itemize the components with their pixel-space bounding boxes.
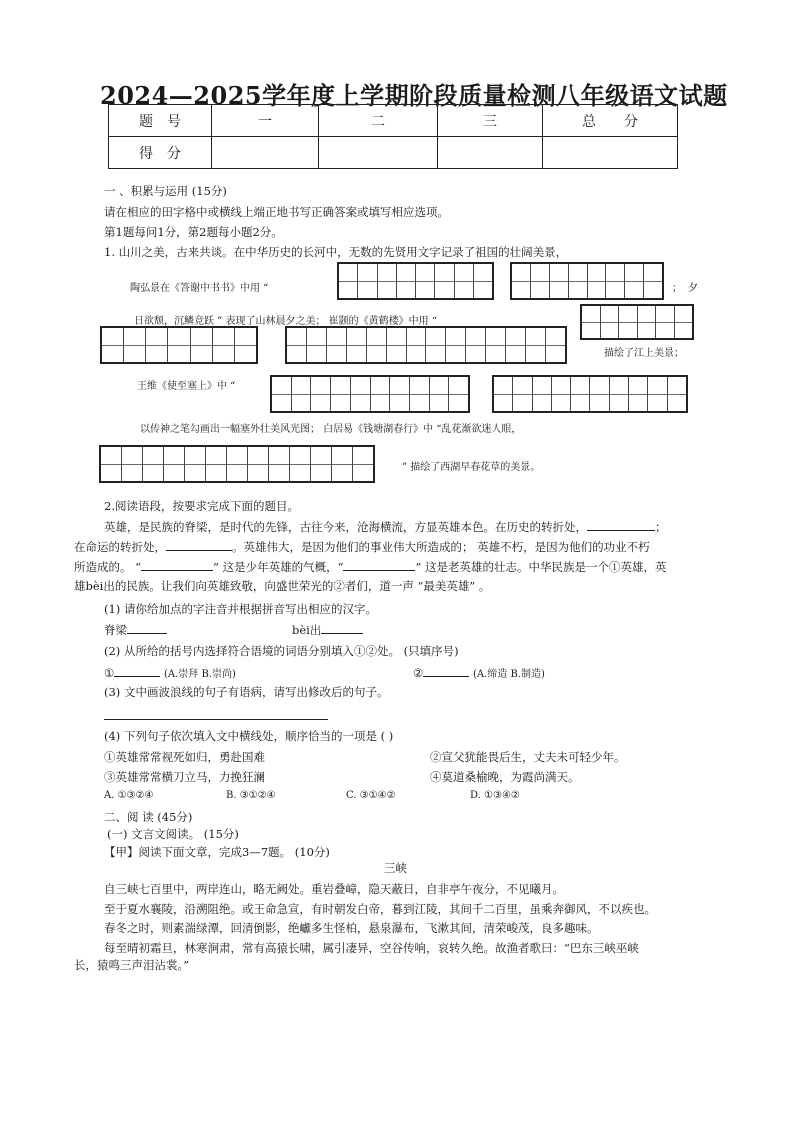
passage-paragraph: 长，猿鸣三声泪沾裳。” <box>74 958 190 972</box>
page-title: 2024—2025学年度上学期阶段质量检测八年级语文试题 <box>100 81 728 110</box>
answer-label-beichu: bèi出 <box>292 623 322 637</box>
answer-blank-1[interactable] <box>114 664 160 677</box>
table-header-cell: 三 <box>438 105 543 137</box>
q2-sub-1-answers <box>104 621 167 638</box>
answer-blank-2[interactable] <box>423 664 469 677</box>
passage-paragraph: 自三峡七百里中，两岸连山，略无阙处。重岩叠嶂，隐天蔽日，自非亭午夜分，不见曦月。 <box>104 882 564 896</box>
option-3: ③英雄常常横刀立马，力挽狂澜 <box>104 770 265 784</box>
q2-p1-end: ； <box>655 520 667 534</box>
q1-text-d: 王维《使至塞上》中 “ <box>137 381 236 392</box>
score-cell-2[interactable] <box>319 137 438 169</box>
answer-blank-jiliang[interactable] <box>127 621 167 634</box>
score-table <box>108 104 678 169</box>
writing-grid-1[interactable] <box>337 262 494 300</box>
option-4: ④莫道桑榆晚，为霞尚满天。 <box>430 770 580 784</box>
q2-sub-2-answer-a <box>104 664 236 680</box>
q2-p3-text-a: 所造成的。 “ <box>74 560 142 574</box>
blank-line[interactable] <box>343 558 415 571</box>
scoring-text: 第1题每问1分，第2题每小题2分。 <box>104 225 283 239</box>
writing-grid-5[interactable] <box>285 326 567 364</box>
q1-text-b: 日欲颓，沉鳞竞跃 ” 表现了山林晨夕之美； 崔颢的《黄鹤楼》中用 “ <box>134 316 437 327</box>
answer-label-2: ② <box>413 666 424 680</box>
q1-semicolon: ； <box>672 283 682 294</box>
score-cell-total[interactable] <box>543 137 678 169</box>
q2-sub-3: (3) 文中画波浪线的句子有语病，请写出修改后的句子。 <box>104 685 389 699</box>
choice-d[interactable]: D. ①③④② <box>470 790 520 801</box>
passage-paragraph: 每至晴初霜旦，林寒涧肃，常有高猿长啸，属引凄异，空谷传响，哀转久绝。故渔者歌曰：“巴东三峡巫峡 <box>104 941 639 955</box>
answer-blank-beichu[interactable] <box>321 621 363 634</box>
blank-line[interactable] <box>587 518 655 531</box>
option-1: ①英雄常常视死如归，勇赴国难 <box>104 750 265 764</box>
table-header-cell: 二 <box>319 105 438 137</box>
q1-text-a: 陶弘景在《答谢中书书》中用 “ <box>130 283 269 294</box>
choice-a[interactable]: A. ①③②④ <box>104 790 154 801</box>
score-cell-1[interactable] <box>212 137 319 169</box>
q2-p1-text: 英雄，是民族的脊梁，是时代的先锋，古往今来，沧海横流，方显英雄本色。在历史的转折处， <box>104 520 587 534</box>
question-2-intro: 2.阅读语段，按要求完成下面的题目。 <box>104 499 299 513</box>
option-2: ②宣父犹能畏后生，丈夫未可轻少年。 <box>430 750 626 764</box>
question-1-intro: 1. 山川之美，古来共谈。在中华历史的长河中，无数的先贤用文字记录了祖国的壮阔美景， <box>104 245 568 259</box>
q2-p3-text-b: ” 这是少年英雄的气概，“ <box>213 560 344 574</box>
score-cell-3[interactable] <box>438 137 543 169</box>
reading-instruction: 【甲】阅读下面文章，完成3—7题。 (10分) <box>104 845 330 859</box>
instruction-text: 请在相应的田字格中或横线上端正地书写正确答案或填写相应选项。 <box>104 205 449 219</box>
q2-paragraph-1 <box>104 518 667 535</box>
blank-line[interactable] <box>141 558 213 571</box>
q1-text-c: 描绘了江上美景； <box>604 348 684 359</box>
q2-sub-2-answer-b <box>413 664 545 680</box>
q1-text-e: 以传神之笔勾画出一幅塞外壮美风光图； 白居易《钱塘湖春行》中 “乱花渐欲迷人眼， <box>140 424 522 435</box>
writing-grid-8[interactable] <box>99 445 375 483</box>
answer-line-sub-3[interactable] <box>104 719 328 720</box>
q1-text-f: ” 描绘了西湖早春花草的美景。 <box>402 462 541 473</box>
answer-options-1: (A.崇拜 B.崇尚) <box>163 669 236 680</box>
answer-label-jiliang: 脊梁 <box>104 623 127 637</box>
q2-sub-4: (4) 下列句子依次填入文中横线处，顺序恰当的一项是 ( ) <box>104 729 394 743</box>
q2-paragraph-2 <box>74 538 650 555</box>
score-table-score-row <box>109 137 678 169</box>
q2-sub-1-answers-b <box>292 621 363 638</box>
passage-title: 三峡 <box>384 861 407 875</box>
answer-options-2: (A.缔造 B.制造) <box>472 669 545 680</box>
subsection-heading: (一) 文言文阅读。 (15分) <box>107 827 239 841</box>
blank-line[interactable] <box>166 538 232 551</box>
table-row-label: 得 分 <box>109 137 212 169</box>
q2-p2-text: 在命运的转折处， <box>74 540 166 554</box>
q2-paragraph-3 <box>74 558 667 575</box>
writing-grid-4[interactable] <box>100 326 258 364</box>
q2-p2-text-b: 。英雄伟大，是因为他们的事业伟大所造成的； 英雄不朽，是因为他们的功业不朽 <box>232 540 650 554</box>
writing-grid-3[interactable] <box>580 304 694 340</box>
score-table-header-row <box>109 105 678 137</box>
table-header-cell: 一 <box>212 105 319 137</box>
section-heading: 一 、积累与运用 (15分) <box>104 184 227 198</box>
table-header-cell: 题 号 <box>109 105 212 137</box>
answer-label-1: ① <box>104 666 115 680</box>
passage-paragraph: 春冬之时，则素湍绿潭，回清倒影，绝巘多生怪柏，悬泉瀑布，飞漱其间，清荣峻茂，良多趣味。 <box>104 921 599 935</box>
q2-paragraph-4: 雄bèi出的民族。让我们向英雄致敬，向盛世荣光的②者们，道一声 “最美英雄” 。 <box>74 579 491 593</box>
writing-grid-7[interactable] <box>492 375 688 413</box>
q1-xi: 夕 <box>688 283 698 294</box>
writing-grid-6[interactable] <box>270 375 470 413</box>
passage-paragraph: 至于夏水襄陵，沿溯阻绝。或王命急宣，有时朝发白帝，暮到江陵，其间千二百里，虽乘奔御风，不以疾也。 <box>104 902 656 916</box>
choice-c[interactable]: C. ③①④② <box>346 790 396 801</box>
table-header-cell: 总 分 <box>543 105 678 137</box>
writing-grid-2[interactable] <box>510 262 664 300</box>
q2-sub-1: (1) 请你给加点的字注音并根据拼音写出相应的汉字。 <box>104 602 377 616</box>
section-heading-2: 二、阅 读 (45分) <box>104 810 193 824</box>
choice-b[interactable]: B. ③①②④ <box>226 790 276 801</box>
q2-sub-2: (2) 从所给的括号内选择符合语境的词语分别填入①②处。 (只填序号) <box>104 644 459 658</box>
q2-p3-text-c: ” 这是老英雄的壮志。中华民族是一个①英雄，英 <box>415 560 667 574</box>
